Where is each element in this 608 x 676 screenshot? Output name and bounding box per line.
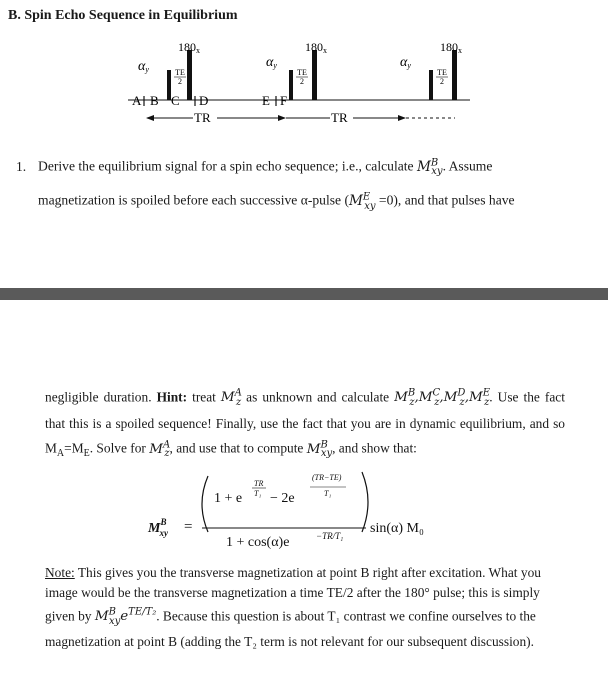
note-paragraph: Note: This gives you the transverse magnetization at point B right after excitation. What you image would be the transverse magnetization a time TE/2 after the 180° pulse; this is simply given by $M^B_{xy}e^{TE/T_2}$. Because this question is about T₁ contrast we confine ourselves to the magnetization at point B (adding the T₂ term is not relevant for our subsequent discussion). [45, 565, 541, 650]
te-den-2: 2 [300, 77, 304, 86]
pulse-180 [452, 50, 457, 100]
te-label-1: TE [175, 68, 185, 77]
svg-text:=: = [184, 519, 193, 535]
label-180-1: 180x [178, 40, 200, 55]
label-180-3: 180x [440, 40, 462, 55]
question-number: 1. [16, 158, 27, 174]
formula-den-exp: −TR/T₁ [316, 531, 344, 541]
formula-exp1-num: TR [254, 479, 264, 488]
formula-lhs: $M^B$ xy [148, 517, 168, 538]
point-d: D [199, 93, 209, 108]
point-c: C [171, 93, 180, 108]
label-alpha-2: αy [266, 55, 277, 70]
point-f: F [280, 93, 288, 108]
question-1: 1. Derive the equilibrium signal for a spin echo sequence; i.e., calculate $M^B_{xy}$. Assume magnetization is spoiled before each successive α-pulse $(M^E_{xy} =0)$, and that pulses have [16, 150, 576, 219]
pulse-180 [187, 50, 192, 100]
alpha-pulse [289, 70, 293, 100]
point-b: B [150, 93, 159, 108]
te-label-2: TE [297, 68, 307, 77]
alpha-pulse [429, 70, 433, 100]
result-formula [140, 462, 470, 552]
te-den-3: 2 [440, 77, 444, 86]
formula-rhs: sin(α) M₀ [370, 521, 424, 536]
tr-label-1: TR [194, 110, 211, 125]
label-180-2: 180x [305, 40, 327, 55]
point-a: A [132, 93, 142, 108]
te-label-3: TE [437, 68, 447, 77]
formula-den: 1 + cos(α)e [226, 535, 290, 550]
m-xy-b: $M^B_{xy}$ [416, 157, 443, 178]
label-alpha-3: αy [400, 55, 411, 70]
formula-num-one: 1 + e [214, 491, 243, 506]
formula-minus: − 2e [270, 491, 295, 506]
formula-exp2-den: T₁ [324, 489, 332, 498]
formula-exp2-num: (TR−TE) [312, 473, 342, 482]
pulse-sequence-diagram [0, 30, 608, 130]
pulse-180 [312, 50, 317, 100]
tr-label-2: TR [331, 110, 348, 125]
label-alpha-1: αy [138, 59, 149, 74]
section-title: B. Spin Echo Sequence in Equilibrium [8, 8, 238, 23]
page-divider [0, 288, 608, 300]
te-den-1: 2 [178, 77, 182, 86]
hint-paragraph: negligible duration. Hint: treat $M^A_z$ as unknown and calculate $M^B_z,M^C_z,M^D_z,M^E_z$. Use the fact that this is a spoiled sequence! Finally, use the fact that you are in dynamic equilibrium, and so $M_A=M_E$. Solve for $M^A_z$, and use that to compute $M^B_{xy}$, and show that: [45, 388, 565, 460]
point-e: E [262, 93, 270, 108]
formula-exp1-den: T₁ [254, 489, 262, 498]
